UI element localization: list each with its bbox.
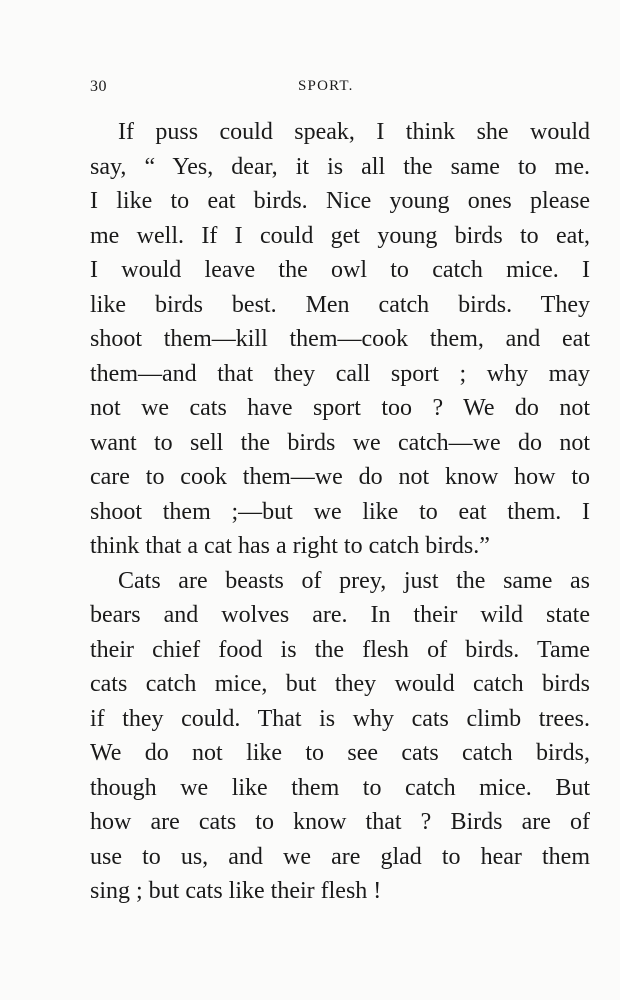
- body-text: [90, 115, 590, 909]
- text-line: I would leave the owl to catch mice. I: [90, 257, 590, 283]
- text-line: use to us, and we are glad to hear them: [90, 843, 590, 870]
- text-line: bears and wolves are. In their wild state: [90, 602, 590, 628]
- paragraph-2: [90, 564, 590, 909]
- text-line: If puss could speak, I think she would: [118, 119, 590, 145]
- text-line: want to sell the birds we catch—we do not: [90, 429, 590, 456]
- text-line: We do not like to see cats catch birds,: [90, 740, 590, 766]
- text-line: like birds best. Men catch birds. They: [90, 291, 590, 318]
- text-line: if they could. That is why cats climb trees.: [90, 705, 590, 732]
- page-number: 30: [90, 78, 107, 95]
- text-line: not we cats have sport too ? We do not: [90, 395, 590, 421]
- text-line: how are cats to know that ? Birds are of: [90, 809, 590, 835]
- text-line: think that a cat has a right to catch birds.”: [90, 533, 490, 559]
- text-line: though we like them to catch mice. But: [90, 774, 590, 801]
- text-line: sing ; but cats like their flesh !: [90, 878, 382, 904]
- text-line: shoot them ;—but we like to eat them. I: [90, 498, 590, 525]
- text-line: Cats are beasts of prey, just the same as: [118, 567, 590, 594]
- paragraph-1: [90, 115, 590, 564]
- text-line: their chief food is the flesh of birds. Tame: [90, 636, 590, 663]
- text-line: cats catch mice, but they would catch birds: [90, 671, 590, 697]
- text-line: shoot them—kill them—cook them, and eat: [90, 326, 590, 352]
- running-head: [90, 78, 590, 100]
- running-title: SPORT.: [298, 78, 354, 94]
- text-line: them—and that they call sport ; why may: [90, 360, 590, 387]
- text-line: I like to eat birds. Nice young ones please: [90, 188, 590, 214]
- text-line: say, “ Yes, dear, it is all the same to me.: [90, 153, 590, 180]
- text-line: care to cook them—we do not know how to: [90, 464, 590, 490]
- text-line: me well. If I could get young birds to eat,: [90, 222, 590, 249]
